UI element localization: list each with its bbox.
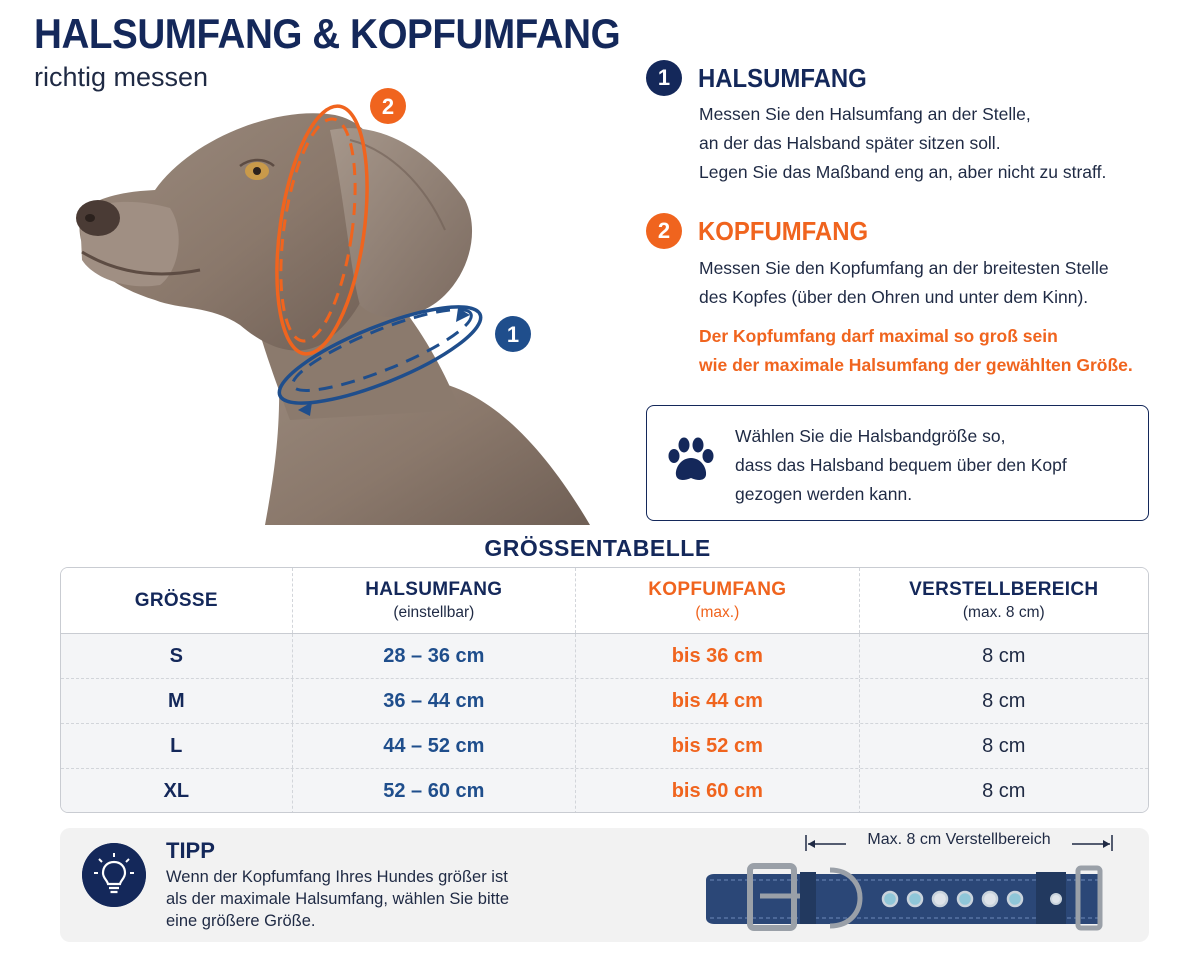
cell-range: 8 cm	[982, 734, 1026, 757]
tip-text	[166, 866, 586, 932]
marker-1: 1	[506, 322, 520, 347]
dog-illustration	[60, 80, 620, 525]
section-head-text	[699, 254, 1109, 312]
cell-size: M	[167, 689, 185, 712]
text-line: Wählen Sie die Halsbandgröße so,	[735, 426, 1006, 446]
text-line: dass das Halsband bequem über den Kopf	[735, 455, 1067, 475]
cell-neck: 52 – 60 cm	[383, 780, 485, 802]
header-neck	[293, 568, 576, 633]
tip-title: TIPP	[166, 838, 215, 863]
warning-line: Der Kopfumfang darf maximal so groß sein	[699, 326, 1058, 346]
page-title: HALSUMFANG & KOPFUMFANG	[34, 10, 621, 57]
header-label: KOPFUMFANG	[648, 579, 787, 600]
hint-box	[646, 405, 1149, 521]
cell-size: L	[170, 734, 183, 757]
text-line: Messen Sie den Kopfumfang an der breitesten Stelle	[699, 258, 1109, 278]
table-row	[61, 679, 1148, 724]
table-row	[61, 769, 1148, 813]
section-head-header	[646, 213, 883, 249]
header-sublabel: (einstellbar)	[393, 604, 475, 621]
header-range	[860, 568, 1148, 633]
header-label: HALSUMFANG	[365, 579, 503, 600]
cell-neck: 28 – 36 cm	[383, 644, 485, 667]
lightbulb-icon	[82, 843, 146, 907]
paw-icon	[665, 434, 717, 486]
text-line: Messen Sie den Halsumfang an der Stelle,	[699, 104, 1031, 124]
header-label: GRÖSSE	[134, 589, 218, 611]
table-title: GRÖSSENTABELLE	[484, 535, 711, 561]
cell-size: S	[169, 644, 183, 667]
table-header-row	[61, 568, 1148, 634]
cell-size: XL	[163, 780, 190, 802]
hint-text	[735, 422, 1067, 509]
cell-head: bis 52 cm	[671, 734, 763, 757]
section-neck-text	[699, 100, 1106, 187]
cell-head: bis 44 cm	[671, 689, 763, 712]
text-line: des Kopfes (über den Ohren und unter dem Kinn).	[699, 287, 1089, 307]
text-line: als der maximale Halsumfang, wählen Sie bitte	[166, 890, 509, 908]
cell-head: bis 60 cm	[671, 780, 763, 802]
text-line: Wenn der Kopfumfang Ihres Hundes größer ist	[166, 868, 508, 886]
marker-2: 2	[381, 94, 395, 119]
header-sublabel: (max.)	[695, 604, 740, 621]
text-line: eine größere Größe.	[166, 912, 316, 930]
cell-neck: 36 – 44 cm	[383, 689, 485, 712]
header-label: VERSTELLBEREICH	[909, 579, 1099, 600]
table-row	[61, 724, 1148, 769]
header-size	[61, 568, 293, 633]
text-line: gezogen werden kann.	[735, 484, 913, 504]
size-table	[60, 567, 1149, 813]
text-line: an der das Halsband später sitzen soll.	[699, 133, 1001, 153]
collar-range-label: Max. 8 cm Verstellbereich	[867, 831, 1051, 848]
cell-range: 8 cm	[982, 780, 1026, 802]
step-1-badge: 1	[646, 60, 682, 96]
tip-box	[60, 828, 1149, 942]
head-warning	[699, 322, 1133, 380]
section-neck-header	[646, 60, 881, 96]
table-row	[61, 634, 1148, 679]
cell-range: 8 cm	[982, 644, 1026, 667]
section-neck-title: HALSUMFANG	[698, 62, 867, 93]
section-head-title: KOPFUMFANG	[698, 215, 869, 246]
cell-range: 8 cm	[982, 689, 1026, 712]
collar-illustration	[700, 858, 1136, 934]
cell-head: bis 36 cm	[671, 644, 763, 667]
collar-range-indicator	[804, 831, 1114, 853]
text-line: Legen Sie das Maßband eng an, aber nicht zu straff.	[699, 162, 1107, 182]
warning-line: wie der maximale Halsumfang der gewählten Größe.	[699, 355, 1133, 375]
header-head	[576, 568, 859, 633]
cell-neck: 44 – 52 cm	[383, 734, 485, 757]
step-2-badge: 2	[646, 213, 682, 249]
header-sublabel: (max. 8 cm)	[962, 604, 1045, 621]
page-subtitle: richtig messen	[34, 62, 209, 92]
